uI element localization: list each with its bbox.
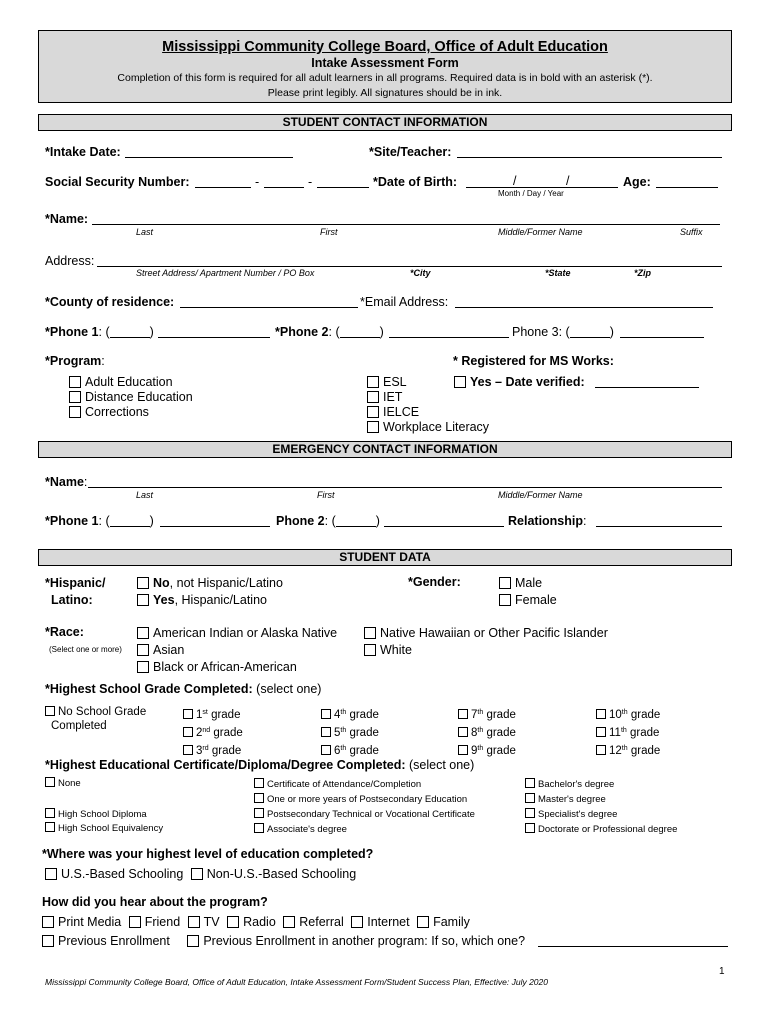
- hear-option[interactable]: Print Media: [42, 915, 121, 929]
- site-teacher-field[interactable]: [457, 146, 722, 158]
- hear-option[interactable]: Friend: [129, 915, 180, 929]
- checkbox-icon[interactable]: [596, 709, 606, 719]
- checkbox-icon[interactable]: [183, 727, 193, 737]
- address-field[interactable]: [97, 255, 722, 267]
- ms-works-date-field[interactable]: [595, 376, 699, 388]
- hear-option[interactable]: Referral: [283, 915, 343, 929]
- race-option[interactable]: White: [364, 642, 608, 659]
- cert-options-col3: [525, 777, 677, 837]
- checkbox-icon[interactable]: [458, 745, 468, 755]
- phone2-field[interactable]: [389, 326, 509, 338]
- name-suffix-caption: Suffix: [680, 227, 703, 237]
- ssn-dash: -: [308, 175, 313, 189]
- ms-works-label: * Registered for MS Works:: [453, 354, 614, 368]
- race-option[interactable]: Asian: [137, 642, 337, 659]
- checkbox-icon[interactable]: [525, 823, 535, 833]
- checkbox-icon[interactable]: [364, 644, 376, 656]
- checkbox-icon[interactable]: [137, 661, 149, 673]
- race-option[interactable]: American Indian or Alaska Native: [137, 625, 337, 642]
- checkbox-icon[interactable]: [321, 745, 331, 755]
- checkbox-icon[interactable]: [321, 727, 331, 737]
- cert-option[interactable]: Postsecondary Technical or Vocational Certificate: [254, 807, 475, 822]
- emergency-phone2-field[interactable]: [384, 515, 504, 527]
- age-label: Age:: [623, 175, 651, 189]
- checkbox-icon[interactable]: [45, 777, 55, 787]
- hispanic-yes-option[interactable]: Yes, Hispanic/Latino: [137, 592, 283, 609]
- county-field[interactable]: [180, 296, 358, 308]
- checkbox-icon[interactable]: [188, 916, 200, 928]
- cert-option[interactable]: None: [45, 777, 81, 789]
- emergency-phone1-field[interactable]: [160, 515, 270, 527]
- gender-label: *Gender:: [408, 575, 461, 589]
- grade-option[interactable]: 11th grade: [596, 723, 660, 741]
- gender-male-option[interactable]: Male: [499, 575, 557, 592]
- race-note: (Select one or more): [49, 645, 122, 654]
- hear-option[interactable]: Family: [417, 915, 470, 929]
- phone3-field[interactable]: [620, 326, 704, 338]
- page-number: 1: [719, 966, 725, 977]
- race-label: *Race:: [45, 625, 84, 639]
- checkbox-icon[interactable]: [321, 709, 331, 719]
- checkbox-icon[interactable]: [283, 916, 295, 928]
- emergency-name-label: *Name:: [45, 475, 88, 489]
- checkbox-icon[interactable]: [596, 745, 606, 755]
- grade-title: *Highest School Grade Completed: (select one): [45, 682, 322, 696]
- checkbox-icon[interactable]: [183, 745, 193, 755]
- checkbox-icon[interactable]: [499, 577, 511, 589]
- hear-option[interactable]: Radio: [227, 915, 276, 929]
- ssn-field-2[interactable]: [264, 176, 304, 188]
- checkbox-icon[interactable]: [137, 627, 149, 639]
- program-label: *Program:: [45, 354, 105, 368]
- where-options: [45, 867, 356, 881]
- email-field[interactable]: [455, 296, 713, 308]
- address-city-caption: *City: [410, 268, 431, 278]
- where-option[interactable]: Non-U.S.-Based Schooling: [191, 867, 356, 881]
- grade-col-2: [321, 705, 379, 759]
- form-header: [38, 30, 732, 103]
- intake-date-field[interactable]: [125, 146, 293, 158]
- grade-col-1: [183, 705, 243, 759]
- checkbox-icon[interactable]: [351, 916, 363, 928]
- student-name-label: *Name:: [45, 212, 89, 226]
- other-program-field[interactable]: [538, 935, 728, 947]
- ms-works-yes-option[interactable]: Yes – Date verified:: [454, 375, 585, 389]
- cert-title: *Highest Educational Certificate/Diploma/Degree Completed: (select one): [45, 758, 475, 772]
- race-option[interactable]: Black or African-American: [137, 659, 337, 676]
- hear-options-row2: [42, 934, 525, 948]
- grade-option[interactable]: 12th grade: [596, 741, 660, 759]
- emergency-first-caption: First: [317, 490, 335, 500]
- race-options-col1: [137, 625, 337, 676]
- checkbox-icon[interactable]: [596, 727, 606, 737]
- hear-option[interactable]: Previous Enrollment: [42, 934, 170, 948]
- email-label: *Email Address:: [360, 295, 449, 309]
- gender-female-option[interactable]: Female: [499, 592, 557, 609]
- hear-option[interactable]: TV: [188, 915, 220, 929]
- checkbox-icon[interactable]: [45, 822, 55, 832]
- name-middle-caption: Middle/Former Name: [498, 227, 583, 237]
- dob-slash: /: [513, 174, 517, 188]
- hear-option[interactable]: Internet: [351, 915, 409, 929]
- cert-option[interactable]: Specialist's degree: [525, 807, 677, 822]
- program-option[interactable]: IELCE: [367, 405, 489, 420]
- checkbox-icon[interactable]: [525, 778, 535, 788]
- grade-option[interactable]: 4th grade: [321, 705, 379, 723]
- checkbox-icon[interactable]: [69, 376, 81, 388]
- checkbox-icon[interactable]: [191, 868, 203, 880]
- cert-option[interactable]: Certificate of Attendance/Completion: [254, 777, 475, 792]
- gender-options: [499, 575, 557, 609]
- grade-option[interactable]: 9th grade: [458, 741, 516, 759]
- dob-format-hint: Month / Day / Year: [498, 189, 564, 198]
- checkbox-icon[interactable]: [499, 594, 511, 606]
- emergency-last-caption: Last: [136, 490, 154, 500]
- grade-option[interactable]: 3rd grade: [183, 741, 243, 759]
- checkbox-icon[interactable]: [367, 391, 379, 403]
- checkbox-icon[interactable]: [417, 916, 429, 928]
- checkbox-icon[interactable]: [454, 376, 466, 388]
- program-option[interactable]: IET: [367, 390, 489, 405]
- form-title: Mississippi Community College Board, Office of Adult Education: [162, 39, 608, 55]
- section-student-data: STUDENT DATA: [38, 549, 732, 566]
- phone1-label: *Phone 1: ( ): [45, 325, 154, 339]
- relationship-field[interactable]: [596, 515, 722, 527]
- checkbox-icon[interactable]: [364, 627, 376, 639]
- program-option[interactable]: Distance Education: [69, 390, 193, 405]
- checkbox-icon[interactable]: [45, 706, 55, 716]
- cert-option[interactable]: Doctorate or Professional degree: [525, 822, 677, 837]
- grade-none-option[interactable]: No School Grade Completed: [45, 705, 146, 733]
- dob-slash: /: [566, 174, 570, 188]
- hispanic-no-option[interactable]: No, not Hispanic/Latino: [137, 575, 283, 592]
- checkbox-icon[interactable]: [42, 935, 54, 947]
- county-label: *County of residence:: [45, 295, 175, 309]
- age-field[interactable]: [656, 176, 718, 188]
- section-student-contact: STUDENT CONTACT INFORMATION: [38, 114, 732, 131]
- program-options-col1: [69, 375, 193, 420]
- checkbox-icon[interactable]: [458, 709, 468, 719]
- relationship-label: Relationship:: [508, 514, 587, 528]
- intake-date-label: *Intake Date:: [45, 145, 121, 159]
- name-first-caption: First: [320, 227, 338, 237]
- checkbox-icon[interactable]: [69, 391, 81, 403]
- race-option[interactable]: Native Hawaiian or Other Pacific Islander: [364, 625, 608, 642]
- where-title: *Where was your highest level of education completed?: [42, 847, 374, 861]
- checkbox-icon[interactable]: [525, 793, 535, 803]
- checkbox-icon[interactable]: [183, 709, 193, 719]
- checkbox-icon[interactable]: [137, 644, 149, 656]
- checkbox-icon[interactable]: [227, 916, 239, 928]
- form-subtitle: Intake Assessment Form: [311, 56, 459, 70]
- checkbox-icon[interactable]: [42, 916, 54, 928]
- grade-option[interactable]: 5th grade: [321, 723, 379, 741]
- checkbox-icon[interactable]: [187, 935, 199, 947]
- program-option[interactable]: Adult Education: [69, 375, 193, 390]
- address-street-caption: Street Address/ Apartment Number / PO Box: [136, 268, 315, 278]
- checkbox-icon[interactable]: [45, 808, 55, 818]
- student-name-field[interactable]: [92, 213, 720, 225]
- program-option[interactable]: Workplace Literacy: [367, 420, 489, 435]
- checkbox-icon[interactable]: [45, 868, 57, 880]
- hispanic-label: *Hispanic/ Latino:: [45, 576, 106, 607]
- checkbox-icon[interactable]: [137, 594, 149, 606]
- checkbox-icon[interactable]: [69, 406, 81, 418]
- checkbox-icon[interactable]: [367, 406, 379, 418]
- grade-option[interactable]: 2nd grade: [183, 723, 243, 741]
- checkbox-icon[interactable]: [367, 376, 379, 388]
- ssn-label: Social Security Number:: [45, 175, 190, 189]
- checkbox-icon[interactable]: [254, 778, 264, 788]
- cert-options-col1: [45, 808, 163, 836]
- checkbox-icon[interactable]: [129, 916, 141, 928]
- address-label: Address:: [45, 254, 95, 268]
- grade-option[interactable]: 1st grade: [183, 705, 243, 723]
- grade-col-3: [458, 705, 516, 759]
- hear-option[interactable]: Previous Enrollment in another program: If so, which one?: [187, 934, 525, 948]
- checkbox-icon[interactable]: [525, 808, 535, 818]
- program-option[interactable]: ESL: [367, 375, 489, 390]
- emergency-phone1-label: *Phone 1: ( ): [45, 514, 154, 528]
- program-option[interactable]: Corrections: [69, 405, 193, 420]
- checkbox-icon[interactable]: [458, 727, 468, 737]
- grade-option[interactable]: 7th grade: [458, 705, 516, 723]
- cert-option[interactable]: High School Diploma: [45, 808, 163, 822]
- address-zip-caption: *Zip: [634, 268, 651, 278]
- footer-text: Mississippi Community College Board, Office of Adult Education, Intake Assessment Form/Student Success Plan, Effective: July 2020: [45, 977, 548, 987]
- name-last-caption: Last: [136, 227, 154, 237]
- dob-field[interactable]: [466, 176, 618, 188]
- ssn-field-1[interactable]: [195, 176, 251, 188]
- cert-option[interactable]: Associate's degree: [254, 822, 475, 837]
- form-instructions-2: Please print legibly. All signatures should be in ink.: [267, 87, 503, 99]
- checkbox-icon[interactable]: [254, 823, 264, 833]
- phone3-label: Phone 3: ( ): [512, 325, 614, 339]
- phone2-label: *Phone 2: ( ): [275, 325, 384, 339]
- emergency-middle-caption: Middle/Former Name: [498, 490, 583, 500]
- checkbox-icon[interactable]: [367, 421, 379, 433]
- cert-option[interactable]: High School Equivalency: [45, 822, 163, 836]
- checkbox-icon[interactable]: [254, 808, 264, 818]
- emergency-name-field[interactable]: [88, 476, 722, 488]
- dob-label: *Date of Birth:: [373, 175, 458, 189]
- hispanic-options: [137, 575, 283, 609]
- section-emergency-contact: EMERGENCY CONTACT INFORMATION: [38, 441, 732, 458]
- grade-option[interactable]: 10th grade: [596, 705, 660, 723]
- where-option[interactable]: U.S.-Based Schooling: [45, 867, 183, 881]
- checkbox-icon[interactable]: [137, 577, 149, 589]
- ssn-dash: -: [255, 175, 260, 189]
- grade-col-4: [596, 705, 660, 759]
- site-teacher-label: *Site/Teacher:: [369, 145, 452, 159]
- hear-title: How did you hear about the program?: [42, 895, 268, 909]
- checkbox-icon[interactable]: [254, 793, 264, 803]
- emergency-phone2-label: Phone 2: ( ): [276, 514, 380, 528]
- form-instructions-1: Completion of this form is required for all adult learners in all programs. Required data is in bold with an asterisk (*).: [117, 72, 653, 84]
- cert-option[interactable]: Bachelor's degree: [525, 777, 677, 792]
- cert-options-col2: [254, 777, 475, 837]
- race-options-col2: [364, 625, 608, 659]
- hear-options-row1: [42, 915, 470, 929]
- cert-option[interactable]: One or more years of Postsecondary Education: [254, 792, 475, 807]
- grade-option[interactable]: 6th grade: [321, 741, 379, 759]
- phone1-field[interactable]: [158, 326, 270, 338]
- grade-option[interactable]: 8th grade: [458, 723, 516, 741]
- address-state-caption: *State: [545, 268, 571, 278]
- cert-option[interactable]: Master's degree: [525, 792, 677, 807]
- ssn-field-3[interactable]: [317, 176, 369, 188]
